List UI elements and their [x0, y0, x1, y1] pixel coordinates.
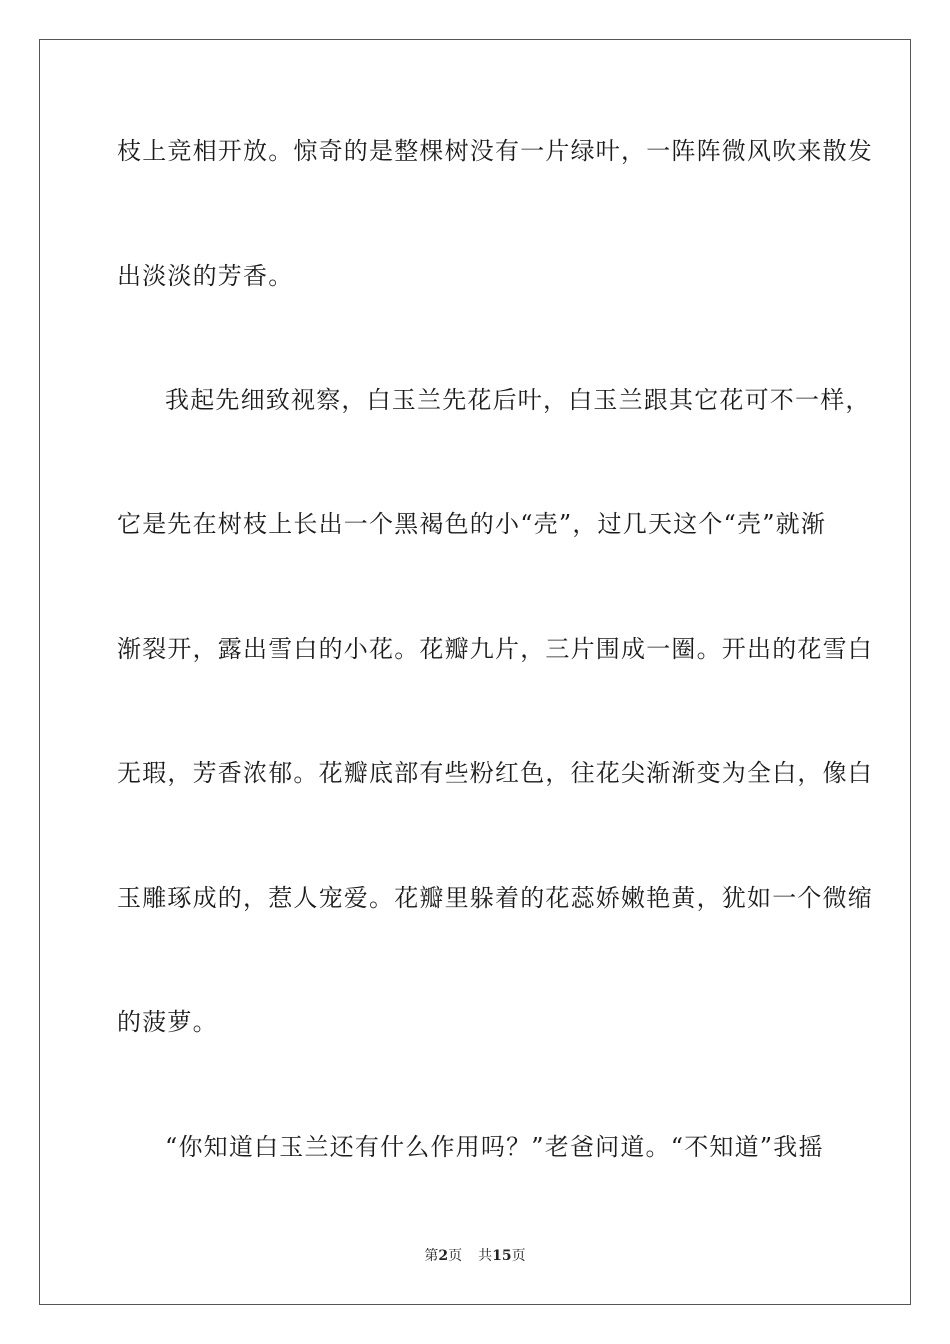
text-line-1: 枝上竞相开放。惊奇的是整棵树没有一片绿叶，一阵阵微风吹来散发	[117, 137, 873, 165]
text-line-5: 渐裂开，露出雪白的小花。花瓣九片，三片围成一圈。开出的花雪白	[117, 635, 873, 663]
page-footer	[0, 1247, 950, 1265]
text-line-9: “你知道白玉兰还有什么作用吗？”老爸问道。“不知道”我摇	[165, 1133, 824, 1161]
text-line-8: 的菠萝。	[117, 1008, 218, 1036]
text-line-4: 它是先在树枝上长出一个黑褐色的小“壳”，过几天这个“壳”就渐	[117, 510, 827, 538]
text-line-3: 我起先细致视察，白玉兰先花后叶，白玉兰跟其它花可不一样，	[165, 386, 871, 414]
text-line-6: 无瑕，芳香浓郁。花瓣底部有些粉红色，往花尖渐渐变为全白，像白	[117, 759, 873, 787]
page-total: 共15页	[478, 1248, 526, 1264]
text-line-7: 玉雕琢成的，惹人宠爱。花瓣里躲着的花蕊娇嫩艳黄，犹如一个微缩	[117, 884, 873, 912]
page-number: 第2页	[424, 1248, 463, 1264]
text-line-2: 出淡淡的芳香。	[117, 262, 294, 290]
page-border	[39, 39, 911, 1305]
